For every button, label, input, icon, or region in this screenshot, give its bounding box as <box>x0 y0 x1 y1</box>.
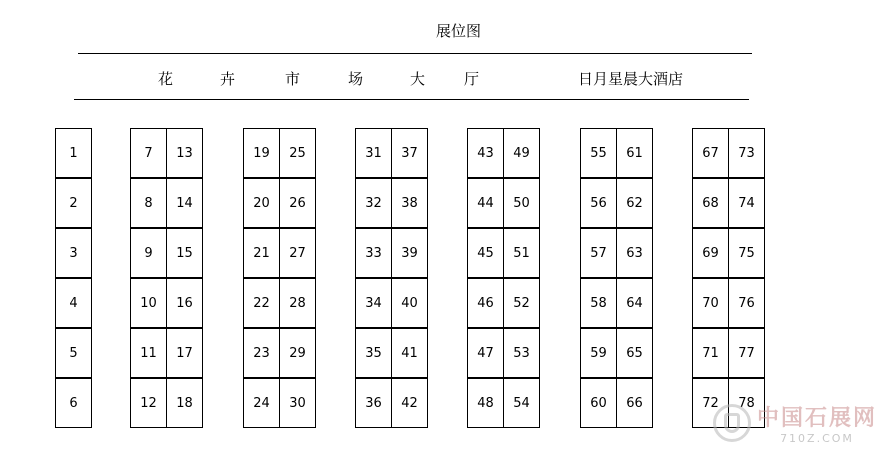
booth-74: 74 <box>728 178 765 228</box>
booth-row <box>130 328 202 378</box>
booth-row <box>692 328 764 378</box>
booth-7: 7 <box>130 128 167 178</box>
booth-49: 49 <box>503 128 540 178</box>
booth-69: 69 <box>692 228 729 278</box>
booth-55: 55 <box>580 128 617 178</box>
booth-39: 39 <box>391 228 428 278</box>
booth-68: 68 <box>692 178 729 228</box>
booth-22: 22 <box>243 278 280 328</box>
booth-row <box>55 278 91 328</box>
hall-label-char: 卉 <box>220 70 236 88</box>
booth-23: 23 <box>243 328 280 378</box>
booth-row <box>467 278 539 328</box>
booth-row <box>355 178 427 228</box>
booth-47: 47 <box>467 328 504 378</box>
booth-row <box>580 228 652 278</box>
booth-71: 71 <box>692 328 729 378</box>
booth-row <box>692 178 764 228</box>
hall-label-char: 厅 <box>464 70 480 88</box>
booth-78: 78 <box>728 378 765 428</box>
booth-row <box>55 378 91 428</box>
booth-17: 17 <box>166 328 203 378</box>
booth-5: 5 <box>55 328 92 378</box>
booth-35: 35 <box>355 328 392 378</box>
booth-72: 72 <box>692 378 729 428</box>
watermark <box>713 401 877 445</box>
booth-26: 26 <box>279 178 316 228</box>
booth-76: 76 <box>728 278 765 328</box>
booth-44: 44 <box>467 178 504 228</box>
booth-63: 63 <box>616 228 653 278</box>
booth-row <box>55 128 91 178</box>
booth-58: 58 <box>580 278 617 328</box>
booth-54: 54 <box>503 378 540 428</box>
booth-row <box>243 278 315 328</box>
booth-59: 59 <box>580 328 617 378</box>
booth-42: 42 <box>391 378 428 428</box>
booth-row <box>130 128 202 178</box>
booth-row <box>692 228 764 278</box>
booth-67: 67 <box>692 128 729 178</box>
booth-row <box>580 328 652 378</box>
hotel-label: 日月星晨大酒店 <box>578 70 684 88</box>
hall-label-char: 市 <box>285 70 301 88</box>
booth-column <box>130 128 202 428</box>
booth-9: 9 <box>130 228 167 278</box>
booth-50: 50 <box>503 178 540 228</box>
booth-16: 16 <box>166 278 203 328</box>
booth-31: 31 <box>355 128 392 178</box>
booth-15: 15 <box>166 228 203 278</box>
booth-65: 65 <box>616 328 653 378</box>
booth-row <box>243 228 315 278</box>
booth-36: 36 <box>355 378 392 428</box>
booth-column <box>243 128 315 428</box>
booth-row <box>580 278 652 328</box>
booth-61: 61 <box>616 128 653 178</box>
hall-label-char: 场 <box>348 70 364 88</box>
booth-13: 13 <box>166 128 203 178</box>
booth-37: 37 <box>391 128 428 178</box>
booth-53: 53 <box>503 328 540 378</box>
booth-column <box>580 128 652 428</box>
booth-6: 6 <box>55 378 92 428</box>
booth-row <box>467 328 539 378</box>
booth-row <box>55 328 91 378</box>
booth-18: 18 <box>166 378 203 428</box>
booth-column <box>467 128 539 428</box>
booth-34: 34 <box>355 278 392 328</box>
top-divider <box>78 53 752 54</box>
booth-row <box>55 228 91 278</box>
booth-row <box>355 328 427 378</box>
booth-45: 45 <box>467 228 504 278</box>
booth-64: 64 <box>616 278 653 328</box>
booth-46: 46 <box>467 278 504 328</box>
booth-row <box>467 228 539 278</box>
booth-row <box>130 228 202 278</box>
booth-row <box>580 378 652 428</box>
booth-57: 57 <box>580 228 617 278</box>
booth-row <box>467 378 539 428</box>
booth-66: 66 <box>616 378 653 428</box>
booth-8: 8 <box>130 178 167 228</box>
booth-row <box>355 228 427 278</box>
booth-10: 10 <box>130 278 167 328</box>
booth-56: 56 <box>580 178 617 228</box>
booth-row <box>355 378 427 428</box>
booth-51: 51 <box>503 228 540 278</box>
booth-33: 33 <box>355 228 392 278</box>
booth-11: 11 <box>130 328 167 378</box>
booth-20: 20 <box>243 178 280 228</box>
booth-29: 29 <box>279 328 316 378</box>
booth-19: 19 <box>243 128 280 178</box>
watermark-url: 710Z.COM <box>780 432 854 445</box>
booth-row <box>355 278 427 328</box>
bottom-divider <box>74 99 749 100</box>
booth-25: 25 <box>279 128 316 178</box>
booth-52: 52 <box>503 278 540 328</box>
booth-40: 40 <box>391 278 428 328</box>
booth-column <box>55 128 91 428</box>
booth-row <box>692 128 764 178</box>
booth-41: 41 <box>391 328 428 378</box>
booth-row <box>130 278 202 328</box>
booth-73: 73 <box>728 128 765 178</box>
booth-75: 75 <box>728 228 765 278</box>
booth-2: 2 <box>55 178 92 228</box>
booth-24: 24 <box>243 378 280 428</box>
booth-row <box>580 178 652 228</box>
booth-48: 48 <box>467 378 504 428</box>
booth-row <box>692 278 764 328</box>
booth-12: 12 <box>130 378 167 428</box>
booth-column <box>355 128 427 428</box>
booth-column <box>692 128 764 428</box>
booth-14: 14 <box>166 178 203 228</box>
seal-logo-icon <box>713 404 751 442</box>
booth-77: 77 <box>728 328 765 378</box>
booth-row <box>243 378 315 428</box>
booth-3: 3 <box>55 228 92 278</box>
booth-27: 27 <box>279 228 316 278</box>
booth-row <box>130 378 202 428</box>
booth-row <box>130 178 202 228</box>
booth-row <box>467 178 539 228</box>
booth-row <box>243 328 315 378</box>
booth-43: 43 <box>467 128 504 178</box>
booth-row <box>355 128 427 178</box>
booth-row <box>580 128 652 178</box>
booth-row <box>467 128 539 178</box>
booth-30: 30 <box>279 378 316 428</box>
booth-38: 38 <box>391 178 428 228</box>
booth-21: 21 <box>243 228 280 278</box>
booth-32: 32 <box>355 178 392 228</box>
hall-label-char: 大 <box>410 70 426 88</box>
booth-62: 62 <box>616 178 653 228</box>
booth-28: 28 <box>279 278 316 328</box>
booth-1: 1 <box>55 128 92 178</box>
booth-4: 4 <box>55 278 92 328</box>
booth-60: 60 <box>580 378 617 428</box>
booth-row <box>55 178 91 228</box>
booth-70: 70 <box>692 278 729 328</box>
watermark-text: 中国石展网 <box>756 406 877 431</box>
booth-row <box>243 128 315 178</box>
booth-row <box>243 178 315 228</box>
map-title: 展位图 <box>435 22 481 40</box>
hall-label-char: 花 <box>158 70 174 88</box>
